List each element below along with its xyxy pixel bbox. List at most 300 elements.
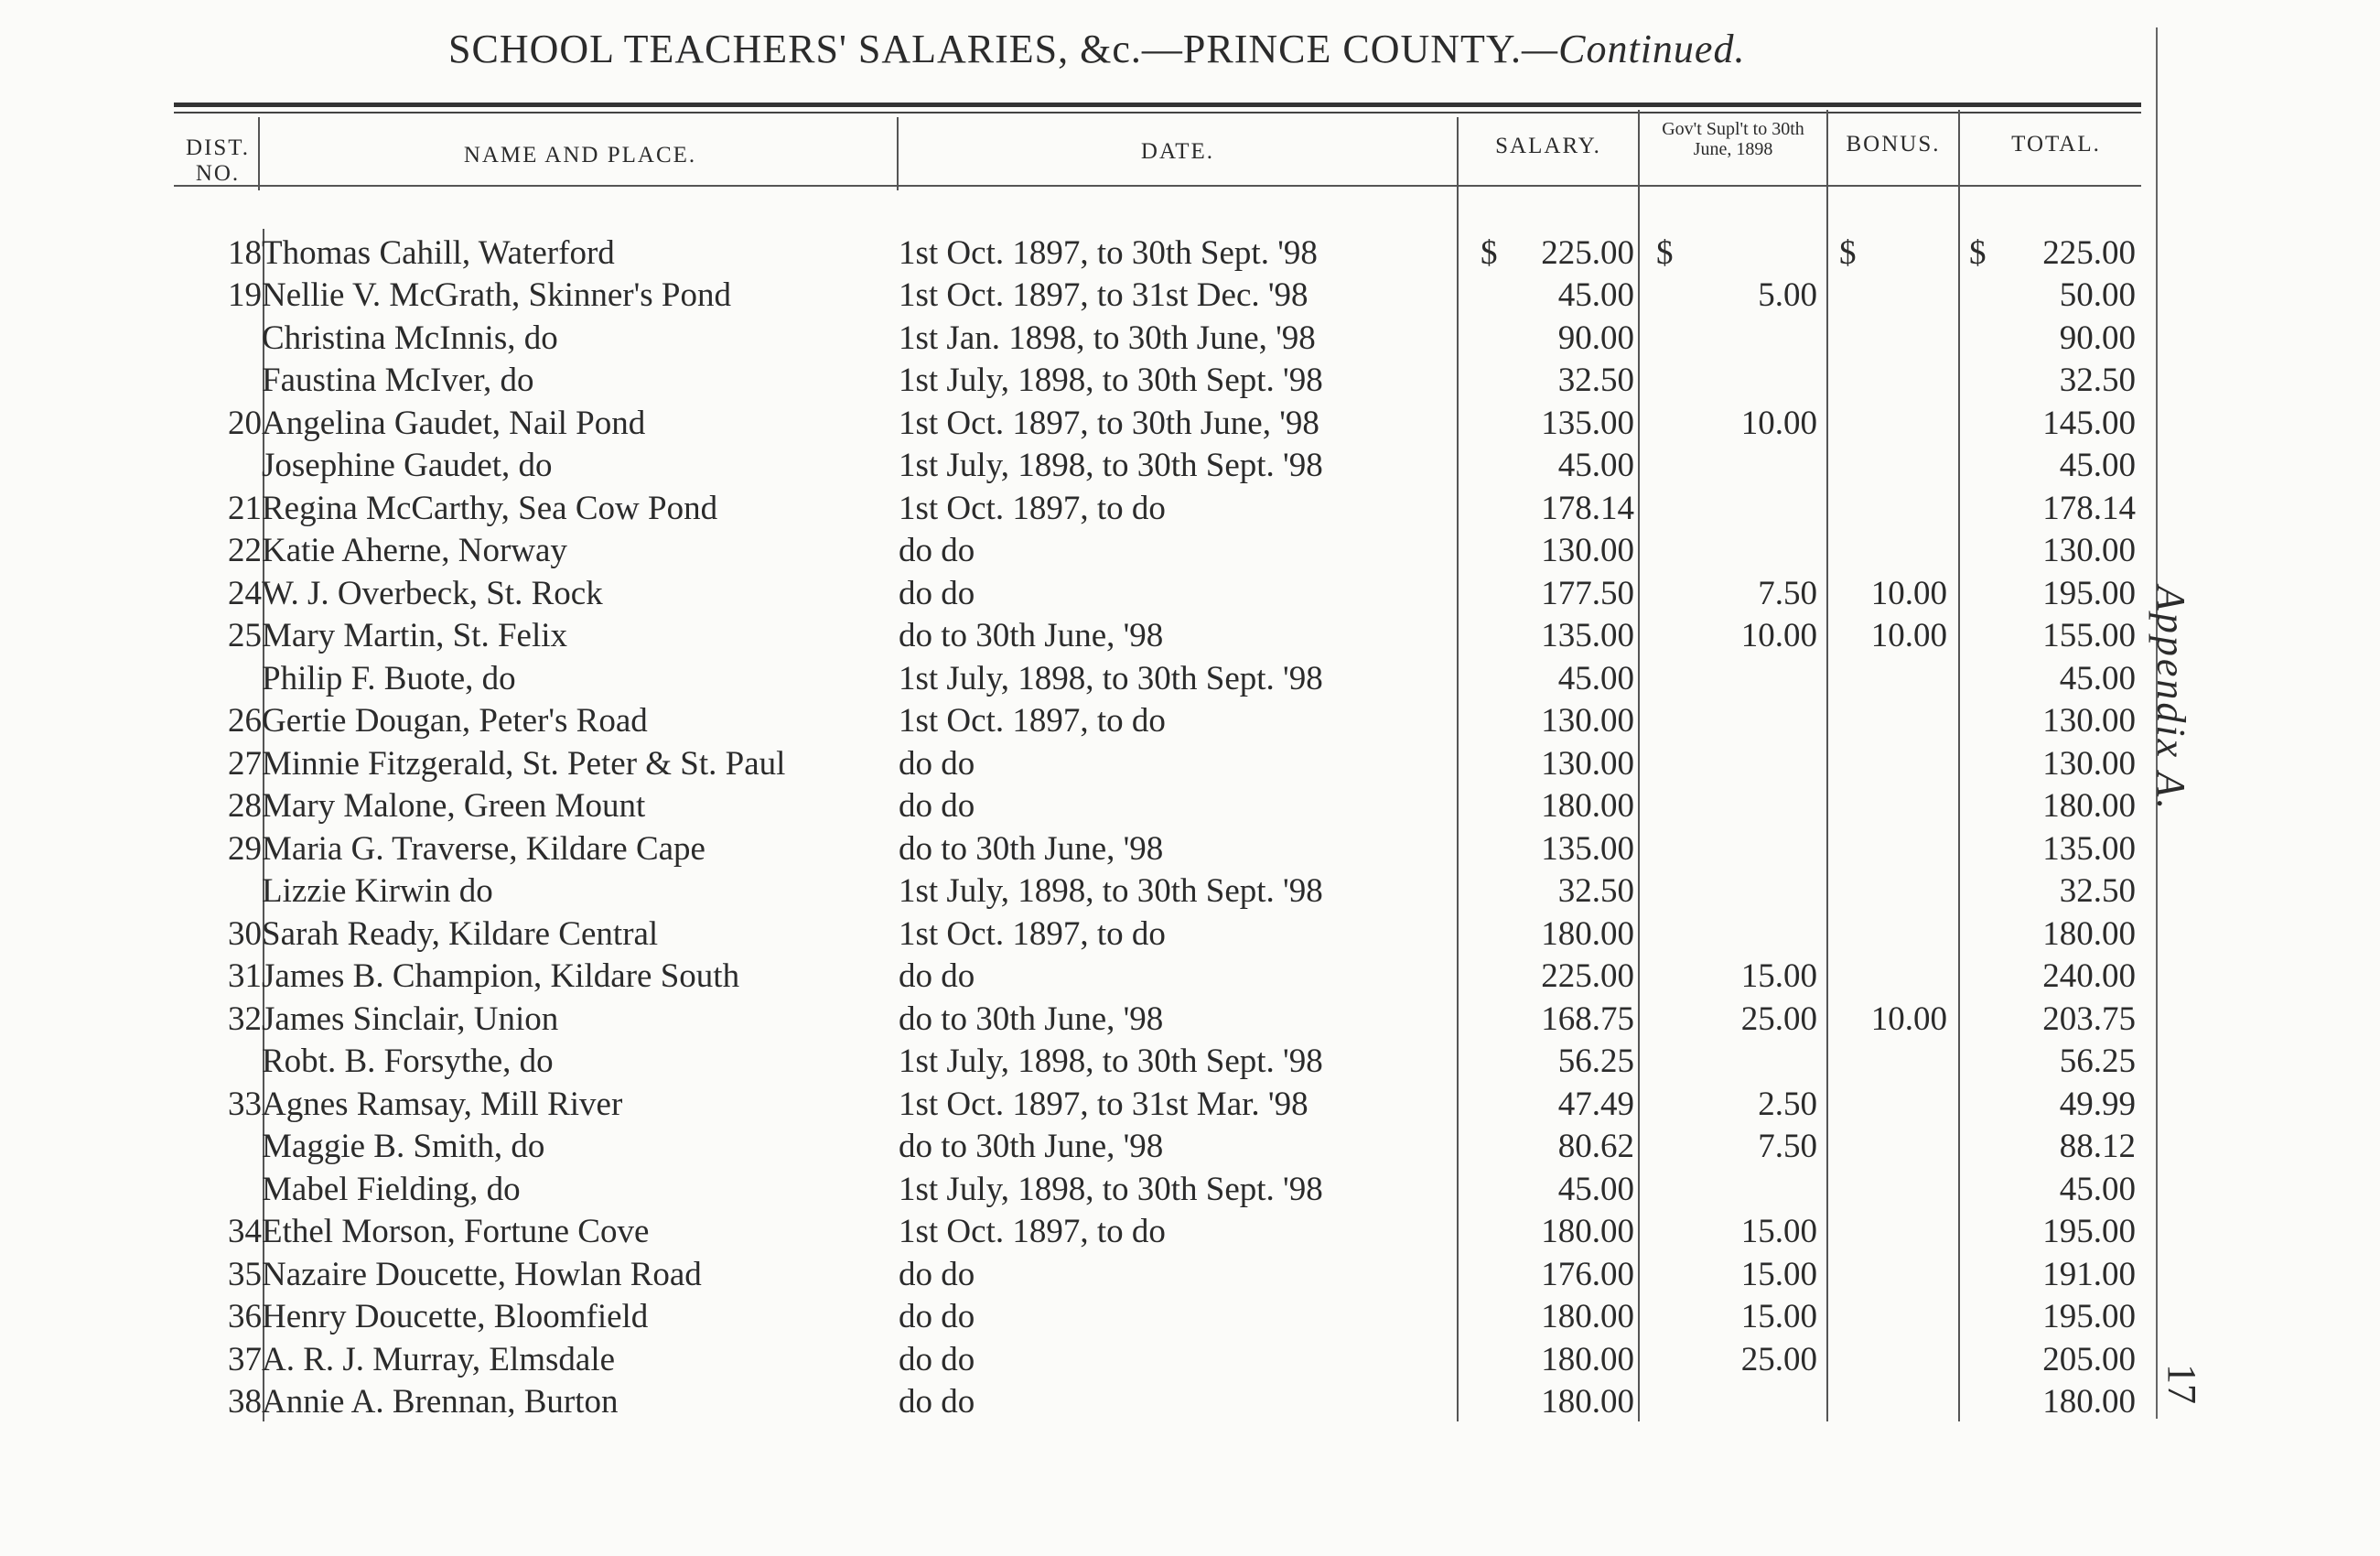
salary-amount: [1459, 654, 1634, 697]
teacher-name-place: [262, 1080, 899, 1123]
table-row: [174, 1123, 2136, 1166]
salary-amount: [1459, 1378, 1634, 1421]
salary-amount-text: 47.49: [1557, 1085, 1634, 1123]
date-range: [899, 825, 1459, 868]
bonus-amount: [1817, 1250, 1947, 1293]
govt-supplement-amount-text: 7.50: [1758, 574, 1817, 612]
dist-number: [174, 1038, 262, 1081]
date-range-text: 1st Oct. 1897, to do: [899, 489, 1166, 527]
top-thick-rule: [174, 103, 2141, 107]
bonus-amount: [1817, 272, 1947, 315]
teacher-name-place-text: Henry Doucette, Bloomfield: [262, 1298, 649, 1335]
teacher-name-place: [262, 1250, 899, 1293]
teacher-name-place-text: Gertie Dougan, Peter's Road: [262, 702, 648, 740]
total-amount: [1947, 442, 2136, 485]
date-range-text: do to 30th June, '98: [899, 829, 1164, 868]
salary-amount: [1459, 1293, 1634, 1336]
salary-amount: [1459, 868, 1634, 911]
table-row: [174, 1038, 2136, 1081]
salary-amount-text: 45.00: [1557, 447, 1634, 484]
teacher-name-place: [262, 1165, 899, 1208]
total-amount-text: 90.00: [2059, 319, 2136, 357]
total-amount: [1947, 1123, 2136, 1166]
table-row: [174, 484, 2136, 527]
dist-number: [174, 314, 262, 357]
total-amount-text: 50.00: [2059, 276, 2136, 314]
total-amount: [1947, 654, 2136, 697]
salary-amount: [1459, 484, 1634, 527]
table-row: [174, 1080, 2136, 1123]
govt-supplement-amount-text: 10.00: [1740, 404, 1817, 442]
dist-number-text: 32: [228, 1000, 262, 1038]
total-amount: [1947, 825, 2136, 868]
govt-supplement-amount: [1634, 314, 1817, 357]
total-amount-text: 178.14: [2042, 489, 2136, 527]
salary-amount-text: 225.00: [1541, 957, 1634, 995]
date-range: [899, 527, 1459, 570]
total-amount: [1947, 1038, 2136, 1081]
dist-number: [174, 399, 262, 442]
salary-amount-text: 80.62: [1557, 1128, 1634, 1165]
top-thin-rule: [174, 112, 2141, 113]
teacher-name-place: [262, 910, 899, 953]
bonus-amount: [1817, 314, 1947, 357]
dist-number: [174, 484, 262, 527]
date-range: [899, 229, 1459, 272]
date-range-text: do do: [899, 1255, 975, 1293]
govt-supplement-amount: [1634, 868, 1817, 911]
bonus-amount: [1817, 399, 1947, 442]
date-range-text: do do: [899, 574, 975, 612]
teacher-name-place-text: Thomas Cahill, Waterford: [262, 233, 615, 272]
govt-supplement-amount-text: 15.00: [1740, 1213, 1817, 1250]
table-row: [174, 1165, 2136, 1208]
salary-amount: [1459, 697, 1634, 740]
date-range: [899, 1080, 1459, 1123]
salary-amount: [1459, 1335, 1634, 1378]
salary-amount-text: 135.00: [1541, 617, 1634, 654]
teacher-name-place: [262, 825, 899, 868]
teacher-name-place: [262, 314, 899, 357]
table-row: [174, 399, 2136, 442]
salary-amount-text: 45.00: [1557, 659, 1634, 697]
table-row: [174, 740, 2136, 783]
govt-supplement-amount: [1634, 229, 1817, 272]
total-amount-text: 191.00: [2042, 1255, 2136, 1293]
dist-number-text: 26: [228, 702, 262, 740]
salary-amount-text: 135.00: [1541, 829, 1634, 868]
teacher-name-place-text: Faustina McIver, do: [262, 362, 534, 399]
bonus-amount: [1817, 1208, 1947, 1251]
page-title-continued: —Continued.: [1522, 27, 1746, 71]
table-row: [174, 1335, 2136, 1378]
total-amount: [1947, 1080, 2136, 1123]
page-title-main: SCHOOL TEACHERS' SALARIES, &c.—PRINCE COUNTY.: [448, 27, 1522, 71]
page-title: [448, 26, 1858, 72]
bonus-amount: [1817, 1038, 1947, 1081]
teacher-name-place-text: Lizzie Kirwin do: [262, 872, 493, 910]
date-range: [899, 1208, 1459, 1251]
dist-number: [174, 1250, 262, 1293]
salary-amount-text: 45.00: [1557, 1170, 1634, 1208]
date-range: [899, 272, 1459, 315]
govt-supplement-amount: [1634, 1080, 1817, 1123]
total-amount: [1947, 1293, 2136, 1336]
govt-supplement-amount: [1634, 910, 1817, 953]
teacher-name-place: [262, 783, 899, 826]
salary-amount-text: 180.00: [1541, 787, 1634, 825]
govt-supplement-amount-text: 25.00: [1740, 1000, 1817, 1038]
govt-supplement-amount: [1634, 357, 1817, 400]
date-range-text: do do: [899, 1383, 975, 1421]
teacher-name-place-text: Robt. B. Forsythe, do: [262, 1043, 554, 1080]
salary-amount-text: 180.00: [1541, 1340, 1634, 1378]
salary-amount-text: 130.00: [1541, 702, 1634, 740]
dist-number-text: 37: [228, 1340, 262, 1378]
salary-amount-text: 135.00: [1541, 404, 1634, 442]
bonus-amount: [1817, 995, 1947, 1038]
salary-amount: [1459, 1250, 1634, 1293]
bonus-amount: [1817, 527, 1947, 570]
date-range-text: 1st Jan. 1898, to 30th June, '98: [899, 319, 1316, 357]
table-row: [174, 527, 2136, 570]
date-range-text: 1st Oct. 1897, to do: [899, 1213, 1166, 1250]
dist-number-text: 19: [228, 276, 262, 314]
currency-symbol: $: [1656, 233, 1674, 272]
date-range: [899, 868, 1459, 911]
teacher-name-place-text: Nazaire Doucette, Howlan Road: [262, 1255, 702, 1293]
date-range: [899, 740, 1459, 783]
teacher-name-place-text: Mary Malone, Green Mount: [262, 787, 646, 825]
date-range-text: do to 30th June, '98: [899, 617, 1164, 654]
teacher-name-place: [262, 484, 899, 527]
date-range: [899, 910, 1459, 953]
govt-supplement-amount: [1634, 1038, 1817, 1081]
total-amount-text: 45.00: [2059, 659, 2136, 697]
dist-number-text: 22: [228, 532, 262, 569]
total-amount-text: 32.50: [2059, 362, 2136, 399]
total-amount-text: 135.00: [2042, 829, 2136, 868]
table-row: [174, 868, 2136, 911]
date-range-text: 1st Oct. 1897, to 31st Dec. '98: [899, 276, 1308, 314]
date-range-text: do do: [899, 1298, 975, 1335]
dist-number: [174, 697, 262, 740]
bonus-amount: [1817, 229, 1947, 272]
teacher-name-place: [262, 229, 899, 272]
dist-number-text: 31: [228, 957, 262, 995]
page-number: 17: [2159, 1364, 2204, 1404]
bonus-amount: [1817, 484, 1947, 527]
total-amount: [1947, 868, 2136, 911]
header-salary: SALARY.: [1495, 134, 1601, 158]
dist-number: [174, 229, 262, 272]
date-range: [899, 484, 1459, 527]
dist-number: [174, 272, 262, 315]
dist-number: [174, 740, 262, 783]
salaries-table: [174, 229, 2136, 1421]
date-range: [899, 612, 1459, 655]
total-amount-text: 195.00: [2042, 1213, 2136, 1250]
table-row: [174, 314, 2136, 357]
date-range-text: do do: [899, 532, 975, 569]
salary-amount-text: 168.75: [1541, 1000, 1634, 1038]
dist-number: [174, 995, 262, 1038]
dist-number: [174, 1208, 262, 1251]
total-amount: [1947, 995, 2136, 1038]
dist-number: [174, 442, 262, 485]
teacher-name-place-text: James B. Champion, Kildare South: [262, 957, 740, 995]
teacher-name-place: [262, 1293, 899, 1336]
date-range: [899, 654, 1459, 697]
govt-supplement-amount: [1634, 442, 1817, 485]
teacher-name-place-text: Annie A. Brennan, Burton: [262, 1383, 619, 1421]
date-range-text: 1st July, 1898, to 30th Sept. '98: [899, 659, 1323, 697]
total-amount: [1947, 910, 2136, 953]
salary-amount: [1459, 740, 1634, 783]
bonus-amount: [1817, 953, 1947, 996]
date-range-text: do do: [899, 957, 975, 995]
date-range: [899, 1123, 1459, 1166]
table-row: [174, 1378, 2136, 1421]
header-dist-no: DIST. NO.: [186, 135, 250, 186]
salary-amount-text: 32.50: [1557, 872, 1634, 910]
currency-symbol: $: [1839, 233, 1857, 272]
total-amount: [1947, 1378, 2136, 1421]
dist-number-text: 20: [228, 404, 262, 442]
date-range-text: 1st July, 1898, to 30th Sept. '98: [899, 447, 1323, 484]
total-amount-text: 195.00: [2042, 574, 2136, 612]
govt-supplement-amount-text: 2.50: [1758, 1085, 1817, 1123]
total-amount: [1947, 1165, 2136, 1208]
govt-supplement-amount: [1634, 1250, 1817, 1293]
govt-supplement-amount: [1634, 272, 1817, 315]
date-range: [899, 1378, 1459, 1421]
date-range-text: do do: [899, 744, 975, 783]
bonus-amount: [1817, 357, 1947, 400]
teacher-name-place-text: Maria G. Traverse, Kildare Cape: [262, 829, 705, 868]
table-row: [174, 654, 2136, 697]
salary-amount: [1459, 569, 1634, 612]
teacher-name-place: [262, 399, 899, 442]
dist-number-text: 38: [228, 1383, 262, 1421]
dist-number-text: 21: [228, 489, 262, 527]
govt-supplement-amount: [1634, 1335, 1817, 1378]
salary-amount: [1459, 442, 1634, 485]
bonus-amount: [1817, 1080, 1947, 1123]
dist-number-text: 30: [228, 914, 262, 953]
salary-amount: [1459, 995, 1634, 1038]
bonus-amount: [1817, 1293, 1947, 1336]
dist-number: [174, 1378, 262, 1421]
bonus-amount: [1817, 442, 1947, 485]
govt-supplement-amount: [1634, 1208, 1817, 1251]
govt-supplement-amount: [1634, 697, 1817, 740]
salary-amount: [1459, 1038, 1634, 1081]
bonus-amount: [1817, 612, 1947, 655]
teacher-name-place-text: W. J. Overbeck, St. Rock: [262, 574, 603, 612]
date-range-text: 1st Oct. 1897, to 31st Mar. '98: [899, 1085, 1308, 1123]
govt-supplement-amount: [1634, 1293, 1817, 1336]
govt-supplement-amount-text: 25.00: [1740, 1340, 1817, 1378]
total-amount-text: 130.00: [2042, 744, 2136, 783]
salary-amount-text: 45.00: [1557, 276, 1634, 314]
salary-amount-text: 177.50: [1541, 574, 1634, 612]
bonus-amount: [1817, 1335, 1947, 1378]
teacher-name-place: [262, 442, 899, 485]
dist-number-text: 35: [228, 1255, 262, 1293]
table-row: [174, 825, 2136, 868]
bonus-amount: [1817, 1123, 1947, 1166]
dist-number-text: 33: [228, 1085, 262, 1123]
currency-symbol: $: [1969, 233, 1987, 272]
govt-supplement-amount: [1634, 527, 1817, 570]
total-amount: [1947, 612, 2136, 655]
teacher-name-place: [262, 272, 899, 315]
teacher-name-place: [262, 1208, 899, 1251]
teacher-name-place: [262, 868, 899, 911]
total-amount-text: 32.50: [2059, 872, 2136, 910]
bonus-amount: [1817, 825, 1947, 868]
teacher-name-place-text: Josephine Gaudet, do: [262, 447, 553, 484]
teacher-name-place: [262, 612, 899, 655]
header-name-and-place: NAME AND PLACE.: [463, 143, 697, 167]
date-range: [899, 1293, 1459, 1336]
table-row: [174, 442, 2136, 485]
date-range: [899, 1335, 1459, 1378]
dist-number: [174, 910, 262, 953]
dist-number: [174, 527, 262, 570]
column-divider: [897, 117, 899, 190]
teacher-name-place: [262, 654, 899, 697]
table-row: [174, 697, 2136, 740]
dist-number-text: 25: [228, 617, 262, 654]
table-row: [174, 272, 2136, 315]
total-amount: [1947, 314, 2136, 357]
total-amount: [1947, 953, 2136, 996]
dist-number: [174, 825, 262, 868]
govt-supplement-amount: [1634, 484, 1817, 527]
salary-amount-text: 178.14: [1541, 489, 1634, 527]
teacher-name-place: [262, 357, 899, 400]
dist-number: [174, 1293, 262, 1336]
table-row: [174, 569, 2136, 612]
total-amount: [1947, 1208, 2136, 1251]
total-amount-text: 130.00: [2042, 702, 2136, 740]
dist-number: [174, 654, 262, 697]
govt-supplement-amount: [1634, 612, 1817, 655]
date-range: [899, 1038, 1459, 1081]
date-range-text: 1st Oct. 1897, to do: [899, 914, 1166, 953]
dist-number: [174, 783, 262, 826]
salary-amount: [1459, 953, 1634, 996]
salary-amount: [1459, 1208, 1634, 1251]
govt-supplement-amount-text: 5.00: [1758, 276, 1817, 314]
govt-supplement-amount: [1634, 995, 1817, 1038]
govt-supplement-amount-text: 7.50: [1758, 1128, 1817, 1165]
salary-amount: [1459, 1165, 1634, 1208]
date-range: [899, 569, 1459, 612]
teacher-name-place-text: Sarah Ready, Kildare Central: [262, 914, 659, 953]
teacher-name-place: [262, 1038, 899, 1081]
currency-symbol: $: [1481, 233, 1498, 272]
bonus-amount: [1817, 910, 1947, 953]
bonus-amount-text: 10.00: [1870, 574, 1947, 612]
govt-supplement-amount: [1634, 569, 1817, 612]
teacher-name-place-text: Mary Martin, St. Felix: [262, 617, 568, 654]
table-row: [174, 229, 2136, 272]
date-range-text: 1st Oct. 1897, to 30th Sept. '98: [899, 233, 1318, 272]
table-row: [174, 995, 2136, 1038]
salary-amount-text: 225.00: [1541, 233, 1634, 272]
salary-amount: [1459, 272, 1634, 315]
date-range-text: do do: [899, 787, 975, 825]
salaries-table-body: [174, 229, 2136, 1421]
total-amount: [1947, 1335, 2136, 1378]
total-amount: [1947, 399, 2136, 442]
teacher-name-place-text: Maggie B. Smith, do: [262, 1128, 545, 1165]
salary-amount: [1459, 314, 1634, 357]
date-range-text: 1st July, 1898, to 30th Sept. '98: [899, 1170, 1323, 1208]
total-amount: [1947, 484, 2136, 527]
total-amount-text: 49.99: [2059, 1085, 2136, 1123]
teacher-name-place: [262, 1123, 899, 1166]
total-amount-text: 180.00: [2042, 787, 2136, 825]
dist-number: [174, 1165, 262, 1208]
teacher-name-place-text: Agnes Ramsay, Mill River: [262, 1085, 623, 1123]
dist-number-text: 24: [228, 574, 262, 612]
teacher-name-place-text: Christina McInnis, do: [262, 319, 558, 357]
total-amount-text: 240.00: [2042, 957, 2136, 995]
total-amount-text: 56.25: [2059, 1043, 2136, 1080]
teacher-name-place-text: Angelina Gaudet, Nail Pond: [262, 404, 646, 442]
dist-number-text: 29: [228, 829, 262, 868]
dist-number: [174, 868, 262, 911]
salary-amount: [1459, 527, 1634, 570]
total-amount-text: 203.75: [2042, 1000, 2136, 1038]
bonus-amount-text: 10.00: [1870, 1000, 1947, 1038]
dist-number: [174, 357, 262, 400]
date-range: [899, 953, 1459, 996]
date-range: [899, 783, 1459, 826]
dist-number: [174, 953, 262, 996]
teacher-name-place: [262, 740, 899, 783]
govt-supplement-amount: [1634, 953, 1817, 996]
table-row: [174, 783, 2136, 826]
total-amount-text: 145.00: [2042, 404, 2136, 442]
table-row: [174, 910, 2136, 953]
bonus-amount: [1817, 1378, 1947, 1421]
dist-number-text: 36: [228, 1298, 262, 1335]
date-range: [899, 357, 1459, 400]
govt-supplement-amount-text: 15.00: [1740, 957, 1817, 995]
header-govt-supplement: Gov't Supl't to 30th June, 1898: [1662, 119, 1804, 159]
dist-number-text: 27: [228, 744, 262, 783]
teacher-name-place-text: James Sinclair, Union: [262, 1000, 559, 1038]
dist-number: [174, 612, 262, 655]
total-amount-text: 45.00: [2059, 1170, 2136, 1208]
salary-amount-text: 90.00: [1557, 319, 1634, 357]
total-amount: [1947, 1250, 2136, 1293]
salary-amount: [1459, 357, 1634, 400]
teacher-name-place-text: Minnie Fitzgerald, St. Peter & St. Paul: [262, 744, 786, 783]
date-range: [899, 314, 1459, 357]
teacher-name-place-text: Regina McCarthy, Sea Cow Pond: [262, 489, 718, 527]
bonus-amount: [1817, 654, 1947, 697]
teacher-name-place-text: A. R. J. Murray, Elmsdale: [262, 1340, 616, 1378]
teacher-name-place-text: Nellie V. McGrath, Skinner's Pond: [262, 276, 731, 314]
bonus-amount: [1817, 868, 1947, 911]
govt-supplement-amount: [1634, 783, 1817, 826]
